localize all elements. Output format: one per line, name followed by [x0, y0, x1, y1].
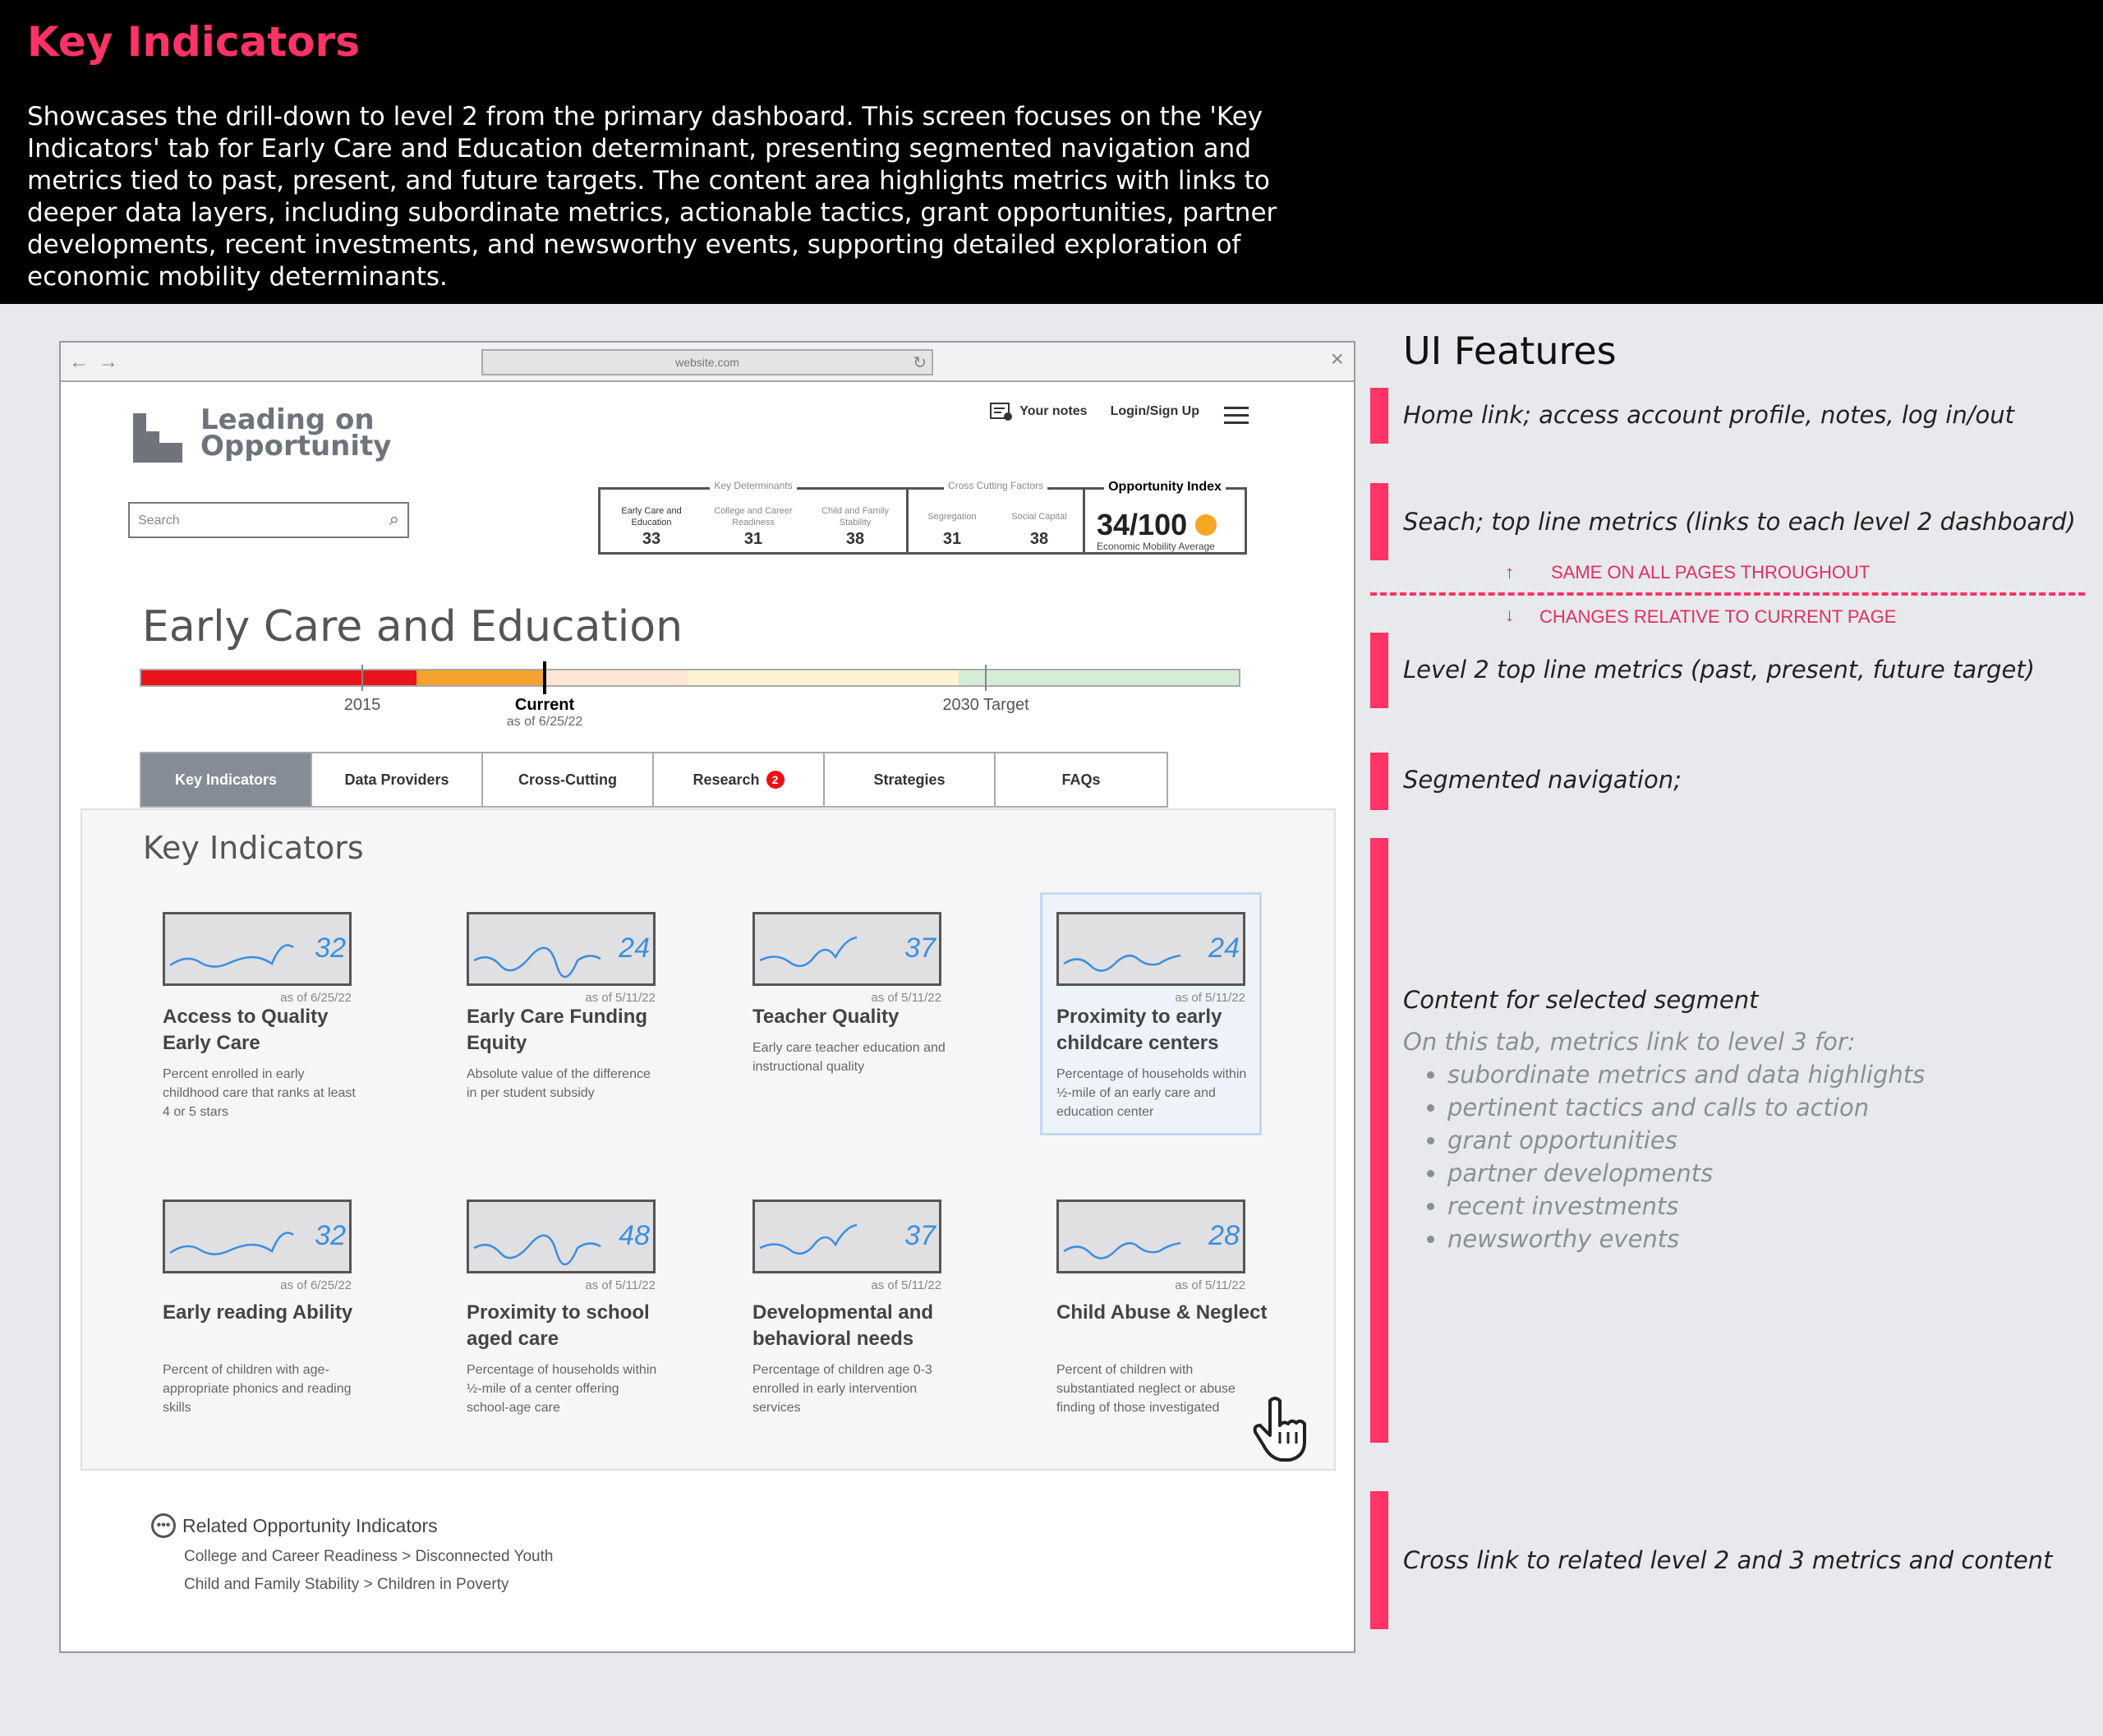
login-link[interactable]: Login/Sign Up — [1110, 404, 1199, 418]
feature-list-item: • partner developments — [1447, 1157, 1925, 1190]
metric-value: 38 — [845, 530, 865, 548]
tab-label: Research — [693, 771, 760, 788]
url-bar[interactable] — [481, 349, 933, 375]
key-determinants-title: Key Determinants — [710, 480, 796, 491]
metric-description: Percentage of children age 0-3 enrolled in early intervention services — [752, 1363, 932, 1415]
label-target: 2030 Target — [942, 696, 1029, 714]
metric-description: Percent enrolled in early childhood care that ranks at least 4 or 5 stars — [163, 1067, 356, 1119]
opportunity-score: 34/100 — [1097, 508, 1188, 541]
tick-current — [543, 661, 546, 694]
back-arrow-icon[interactable]: ← — [69, 351, 89, 373]
metric-value: 28 — [1208, 1220, 1240, 1251]
section-title: Key Indicators — [143, 830, 364, 866]
metric-description: Percentage of households within ½-mile of a center offering school-age care — [467, 1363, 657, 1415]
sparkline-chart — [752, 1200, 941, 1273]
down-arrow-icon: ↓ — [1505, 605, 1514, 625]
forward-arrow-icon[interactable]: → — [99, 351, 118, 373]
tab-label: Cross-Cutting — [518, 771, 617, 788]
as-of-date: as of 5/11/22 — [585, 1278, 656, 1292]
note-changes: CHANGES RELATIVE TO CURRENT PAGE — [1539, 606, 1897, 627]
header-description: Showcases the drill-down to level 2 from the primary dashboard. This screen focuses on the 'Key Indicators' tab for Early Care and Education determinant, presenting segmented navigation and metrics tied to past, present, and future targets. The content area highlights metrics with links to deeper data layers, including subordinate metrics, actionable tactics, grant opportunities, partner developments, recent investments, and newsworthy events, supporting detailed exploration of economic mobility determinants. — [27, 102, 1277, 292]
metric-description: Percentage of households within ½-mile of an early care and education center — [1056, 1067, 1247, 1119]
feature-bar — [1370, 483, 1388, 560]
as-of-date: as of 5/11/22 — [1175, 991, 1245, 1005]
metric-title[interactable]: Access to Quality Early Care — [163, 1006, 329, 1054]
metric-title[interactable]: Early reading Ability — [163, 1301, 353, 1324]
feature-sub-label: On this tab, metrics link to level 3 for: — [1403, 1028, 1856, 1056]
url-text: website.com — [675, 356, 739, 369]
tab-strategies[interactable] — [825, 753, 996, 806]
metric-college-career[interactable] — [702, 490, 804, 552]
browser-window — [59, 341, 1355, 1653]
search-placeholder: Search — [138, 513, 180, 527]
page-title: Early Care and Education — [142, 602, 683, 652]
header-title: Key Indicators — [27, 18, 360, 66]
sparkline-chart — [163, 912, 352, 986]
logo-line2: Opportunity — [200, 430, 392, 463]
sparkline-chart — [467, 1200, 656, 1273]
opportunity-sub: Economic Mobility Average — [1097, 541, 1215, 552]
metric-value: 24 — [1208, 932, 1240, 964]
metric-description: Early care teacher education and instructional quality — [752, 1041, 946, 1074]
up-arrow-icon: ↑ — [1505, 562, 1514, 583]
metric-description: Percent of children with age-appropriate phonics and reading skills — [163, 1363, 352, 1415]
metric-description: Absolute value of the difference in per student subsidy — [467, 1067, 651, 1100]
metric-segregation[interactable] — [909, 490, 996, 552]
metric-value: 32 — [315, 1220, 346, 1251]
metric-child-family[interactable] — [804, 490, 906, 552]
opportunity-index[interactable] — [1085, 480, 1245, 552]
as-of-date: as of 6/25/22 — [280, 991, 352, 1005]
notes-icon — [990, 402, 1013, 421]
content-panel — [81, 808, 1336, 1471]
tab-label: FAQs — [1061, 771, 1101, 788]
metric-value: 48 — [619, 1220, 650, 1251]
metric-title[interactable]: Developmental and behavioral needs — [752, 1301, 934, 1350]
metric-value: 24 — [619, 932, 650, 964]
metric-label: Social Capital — [1011, 512, 1067, 522]
feature-bar — [1370, 1491, 1388, 1629]
tab-label: Strategies — [873, 771, 946, 788]
cross-cutting-title: Cross Cutting Factors — [944, 480, 1047, 491]
feature-list-item: • subordinate metrics and data highlights — [1447, 1058, 1925, 1091]
more-dots-icon: ••• — [151, 1513, 176, 1538]
opportunity-index-title: Opportunity Index — [1104, 480, 1226, 494]
your-notes-link[interactable] — [990, 402, 1087, 421]
feature-home: Home link; access account profile, notes, log in/out — [1403, 401, 2014, 429]
as-of-date: as of 5/11/22 — [1175, 1278, 1245, 1292]
metric-value: 33 — [642, 530, 661, 548]
hamburger-menu-icon[interactable] — [1224, 407, 1249, 429]
as-of-date: as of 6/25/22 — [280, 1278, 352, 1292]
sparkline-chart — [467, 912, 656, 986]
current-date: as of 6/25/22 — [506, 715, 583, 729]
feature-bar — [1370, 388, 1388, 444]
metric-title[interactable]: Child Abuse & Neglect — [1056, 1301, 1268, 1324]
close-icon[interactable]: × — [1330, 346, 1344, 371]
metric-label: Early Care and Education — [621, 506, 682, 527]
tab-faqs[interactable] — [996, 753, 1167, 806]
segmented-nav — [140, 752, 1168, 808]
feature-content: Content for selected segment — [1403, 986, 1759, 1014]
metric-value: 32 — [315, 932, 346, 964]
progress-timeline — [140, 669, 1240, 687]
metric-social-capital[interactable] — [996, 490, 1083, 552]
tab-cross-cutting[interactable] — [483, 753, 654, 806]
metric-title[interactable]: Early Care Funding Equity — [467, 1006, 648, 1054]
divider — [1370, 592, 2085, 596]
related-indicators — [151, 1513, 553, 1594]
current-label: Current — [514, 696, 575, 714]
cross-cutting-group — [909, 480, 1085, 552]
feature-search: Seach; top line metrics (links to each level 2 dashboard) — [1403, 508, 2076, 536]
related-title: Related Opportunity Indicators — [182, 1514, 438, 1536]
feature-crosslink: Cross link to related level 2 and 3 metrics and content — [1403, 1546, 2053, 1574]
metric-value: 31 — [743, 530, 763, 548]
feature-nav: Segmented navigation; — [1403, 766, 1682, 794]
metric-title[interactable]: Teacher Quality — [752, 1006, 900, 1028]
logo-mark-icon — [133, 413, 182, 463]
description-header — [0, 0, 2103, 304]
tab-label: Data Providers — [344, 771, 449, 788]
sparkline-chart — [1056, 1200, 1245, 1273]
tab-data-providers[interactable] — [312, 753, 483, 806]
sparkline-chart — [752, 912, 941, 986]
top-line-metrics — [598, 480, 1247, 555]
feature-list-item: • newsworthy events — [1447, 1223, 1925, 1255]
feature-level2: Level 2 top line metrics (past, present, future target) — [1403, 656, 2035, 684]
key-determinants-group — [601, 480, 909, 552]
your-notes-label: Your notes — [1019, 404, 1088, 418]
related-link[interactable]: College and Career Readiness > Disconnected Youth — [184, 1548, 554, 1565]
sparkline-chart — [1056, 912, 1245, 986]
tab-key-indicators[interactable] — [141, 753, 312, 806]
metric-label: Child and Family Stability — [821, 506, 889, 527]
feature-bar — [1370, 838, 1388, 1443]
metric-title[interactable]: Proximity to school aged care — [467, 1301, 650, 1350]
as-of-date: as of 5/11/22 — [871, 1278, 941, 1292]
tab-research[interactable] — [654, 753, 825, 806]
metric-value: 37 — [904, 1220, 936, 1251]
feature-bar — [1370, 753, 1388, 810]
tick-target — [985, 665, 987, 691]
notification-badge: 2 — [766, 771, 785, 789]
metric-value: 38 — [1029, 530, 1049, 548]
feature-list-item: • recent investments — [1447, 1190, 1925, 1223]
metric-label: College and Career Readiness — [714, 506, 793, 527]
as-of-date: as of 5/11/22 — [871, 991, 941, 1005]
label-2015: 2015 — [343, 696, 381, 714]
metric-early-care[interactable] — [601, 490, 702, 552]
tick-2015 — [361, 665, 363, 691]
search-input[interactable] — [128, 502, 409, 538]
reload-icon[interactable]: ↻ — [913, 354, 927, 372]
feature-list-item: • grant opportunities — [1447, 1124, 1925, 1157]
metric-value: 31 — [942, 530, 962, 548]
status-dot-icon — [1195, 514, 1217, 536]
related-link[interactable]: Child and Family Stability > Children in Poverty — [184, 1576, 509, 1593]
logo-line1: Leading on — [200, 403, 375, 436]
sparkline-chart — [163, 1200, 352, 1273]
metric-title[interactable]: Proximity to early childcare centers — [1056, 1006, 1222, 1054]
metric-value: 37 — [904, 932, 936, 964]
account-nav — [990, 402, 1199, 421]
features-title: UI Features — [1403, 329, 1617, 373]
tab-label: Key Indicators — [174, 771, 278, 788]
feature-bar — [1370, 633, 1388, 708]
hand-cursor-icon — [1252, 1396, 1309, 1462]
browser-chrome — [61, 343, 1354, 382]
metric-label: Segregation — [927, 512, 977, 522]
search-icon[interactable]: ⌕ — [389, 509, 399, 529]
note-same: SAME ON ALL PAGES THROUGHOUT — [1551, 562, 1871, 583]
feature-content-sub — [1403, 1025, 1925, 1255]
logo-text — [200, 403, 392, 463]
label-current — [507, 696, 583, 730]
metric-description: Percent of children with substantiated neglect or abuse finding of those investigated — [1056, 1363, 1236, 1415]
feature-list-item: • pertinent tactics and calls to action — [1447, 1091, 1925, 1124]
as-of-date: as of 5/11/22 — [585, 991, 656, 1005]
